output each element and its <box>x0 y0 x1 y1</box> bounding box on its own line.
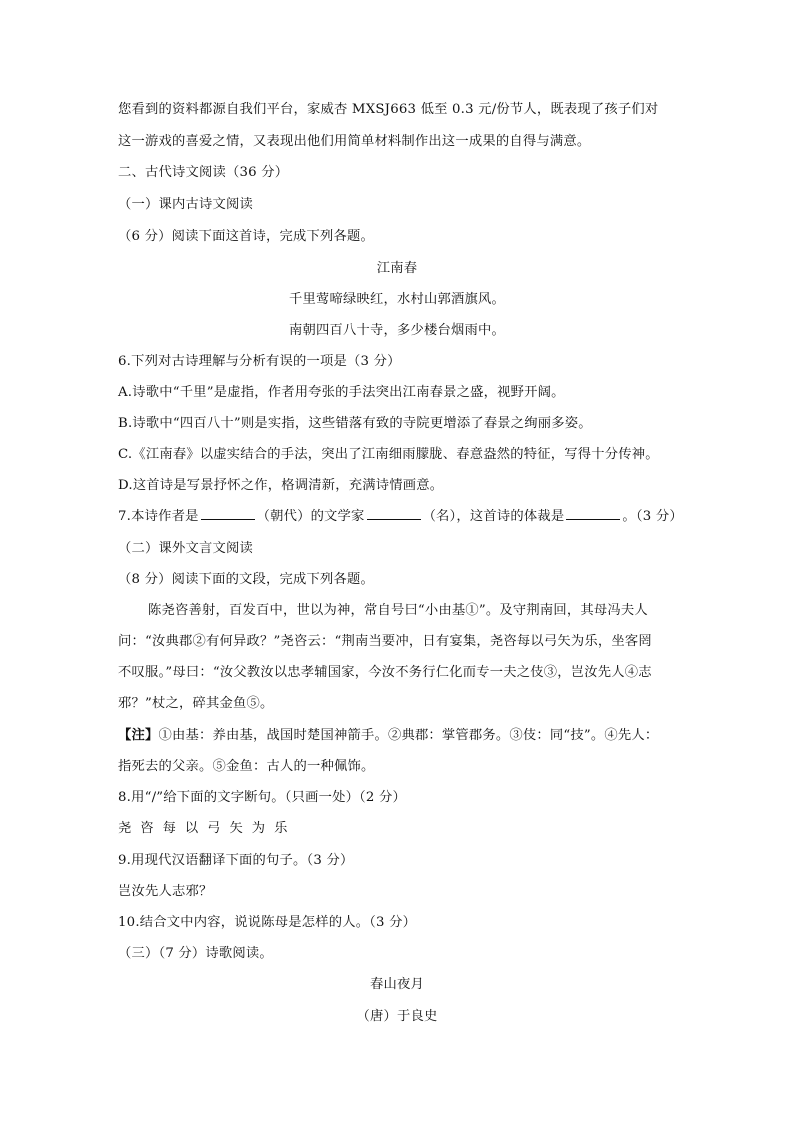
subsection-heading-1: （一）课内古诗文阅读 <box>118 197 253 212</box>
q7-part-b: （朝代）的文学家 <box>256 509 365 524</box>
note-label: 【注】 <box>118 728 159 743</box>
note-text-1: ①由基：养由基，战国时楚国神箭手。②典郡：掌管郡务。③伎：同“技”。④先人： <box>158 728 659 743</box>
option-6a: A.诗歌中“千里”是虚指，作者用夸张的手法突出江南春景之盛，视野开阔。 <box>118 385 565 400</box>
instruction-2: （8 分）阅读下面的文段，完成下列各题。 <box>118 572 375 587</box>
poem1-line-1: 千里莺啼绿映红，水村山郭酒旗风。 <box>289 292 505 307</box>
q7-blank-genre[interactable] <box>566 507 620 520</box>
question-6: 6.下列对古诗理解与分析有误的一项是（3 分） <box>118 354 401 369</box>
question-7 <box>118 507 714 527</box>
note-line-1 <box>118 726 714 746</box>
q7-part-d: 。（3 分） <box>622 509 683 524</box>
intro-line-1: 您看到的资料都源自我们平台，家威杏 MXSJ663 低至 0.3 元/份节人，既表现了孩子们对 <box>118 102 659 117</box>
subsection-heading-3: （三）（7 分）诗歌阅读。 <box>118 946 273 961</box>
question-8: 8.用“/”给下面的文字断句。（只画一处）（2 分） <box>118 790 406 805</box>
poem1-title: 江南春 <box>376 261 418 276</box>
q7-blank-author[interactable] <box>201 507 255 520</box>
q7-part-c: （名），这首诗的体裁是 <box>422 509 565 524</box>
question-8-text: 尧咨每以弓矢为乐 <box>118 821 297 836</box>
poem2-title: 春山夜月 <box>370 977 424 992</box>
passage-line-2: 问：“汝典郡②有何异政？”尧咨云：“荆南当要冲，日有宴集，尧咨每以弓矢为乐，坐客罔 <box>118 634 652 649</box>
question-9: 9.用现代汉语翻译下面的句子。（3 分） <box>118 853 354 868</box>
passage-line-1: 陈尧咨善射，百发百中，世以为神，常自号曰“小由基①”。及守荆南回，其母冯夫人 <box>148 603 648 618</box>
poem2-author: （唐）于良史 <box>356 1009 438 1024</box>
q7-part-a: 7.本诗作者是 <box>118 509 199 524</box>
poem1-line-2: 南朝四百八十寺，多少楼台烟雨中。 <box>289 323 505 338</box>
note-line-2: 指死去的父亲。⑤金鱼：古人的一种佩饰。 <box>118 759 375 774</box>
option-6b: B.诗歌中“四百八十”则是实指，这些错落有致的寺院更增添了春景之绚丽多姿。 <box>118 416 592 431</box>
passage-line-3: 不叹服。”母曰：“汝父教汝以忠孝辅国家，今汝不务行仁化而专一夫之伎③，岂汝先人④志 <box>118 665 652 680</box>
passage-line-4: 邪？”杖之，碎其金鱼⑤。 <box>118 696 274 711</box>
instruction-1: （6 分）阅读下面这首诗，完成下列各题。 <box>118 229 375 244</box>
intro-line-2: 这一游戏的喜爱之情，又表现出他们用简单材料制作出这一成果的自得与满意。 <box>118 134 591 149</box>
option-6d: D.这首诗是写景抒怀之作，格调清新，充满诗情画意。 <box>118 478 444 493</box>
option-6c: C.《江南春》以虚实结合的手法，突出了江南细雨朦胧、春意盎然的特征，写得十分传神。 <box>118 447 659 462</box>
q7-blank-name[interactable] <box>367 507 421 520</box>
question-9-text: 岂汝先人志邪？ <box>118 884 213 899</box>
subsection-heading-2: （二）课外文言文阅读 <box>118 541 253 556</box>
question-10: 10.结合文中内容，说说陈母是怎样的人。（3 分） <box>118 915 417 930</box>
section-heading-classical: 二、古代诗文阅读（36 分） <box>118 165 289 180</box>
